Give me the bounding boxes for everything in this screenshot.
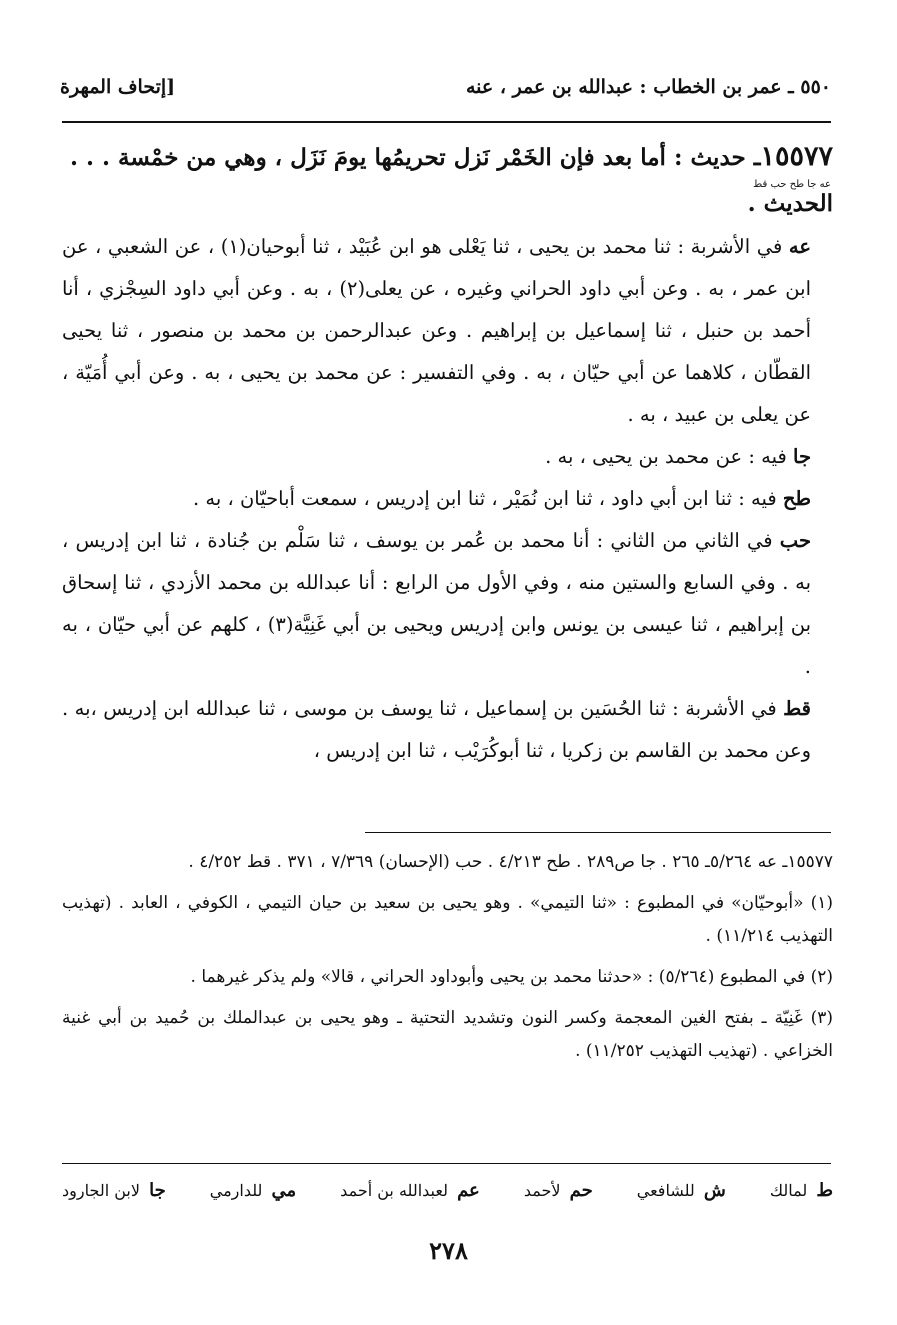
isnad-paragraph [62, 478, 833, 520]
legend-value: لمالك [769, 1180, 808, 1200]
legend-item [62, 1180, 166, 1201]
isnad-paragraph [62, 520, 833, 688]
footnote-1: (١) «أبوحيّان» في المطبوع : «ثنا التيمي» . وهو يحيى بن سعيد بن حيان التيمي ، الكوفي ، العابد . (تهذيب التهذيب ١١/٢١٤) . [62, 893, 833, 946]
source-siglum: عه [788, 235, 811, 258]
legend-item [524, 1180, 593, 1201]
footnotes [62, 846, 833, 1076]
header-divider [62, 121, 831, 123]
paragraph-text: في الثاني من الثاني : أنا محمد بن عُمر بن يوسف ، ثنا سَلْم بن جُنادة ، ثنا ابن إدريس ، به . وفي السابع والستين منه ، وفي الأول من الرابع : أنا عبدالله بن محمد الأزدي ، ثنا إسحاق بن إبراهيم ، ثنا عيسى بن يونس وابن إدريس ويحيى بن أبي غَنِيَّة(٣) ، كلهم عن أبي حيّان ، به . [62, 529, 811, 678]
hadith-text: ـ حديث : أما بعد فإن الخَمْر نَزل تحريمُها يومَ نَزَل ، وهي من خمْسة . . . [70, 144, 761, 171]
isnad-paragraph [62, 688, 833, 772]
hadith-heading [62, 140, 833, 190]
running-header [60, 70, 831, 104]
hadith-sigla: عه جا طح حب قط [753, 179, 831, 190]
legend-value: للدارمي [209, 1180, 263, 1200]
isnad-body [62, 226, 833, 772]
header-book-name: [إتحاف المهرة [60, 76, 176, 98]
paragraph-text: فيه : عن محمد بن يحيى ، به . [545, 445, 793, 468]
footnote-3: (٣) غَنِيّة ـ بفتح الغين المعجمة وكسر النون وتشديد التحتية ـ وهو يحيى بن عبدالملك بن حُميد بن أبي غنية الخزاعي . (تهذيب التهذيب ١١/٢٥٢) . [62, 1008, 833, 1061]
legend-key: جا [149, 1179, 166, 1201]
source-siglum: طح [782, 487, 811, 510]
legend-item [637, 1180, 726, 1201]
isnad-paragraph [62, 226, 833, 436]
legend-key: ش [703, 1179, 726, 1201]
source-siglum: جا [793, 445, 811, 468]
page-number: ٢٧٨ [429, 1236, 468, 1265]
legend-item [770, 1180, 833, 1201]
footnote-divider [365, 832, 831, 833]
footnote-sources: ١٥٥٧٧ـ عه ٥/٢٦٤ـ ٢٦٥ . جا ص٢٨٩ . طح ٤/٢١٣ . حب (الإحسان) ٧/٣٦٩ ، ٣٧١ . قط ٤/٢٥٢ . [188, 852, 833, 872]
footnote-2: (٢) في المطبوع (٥/٢٦٤) : «حدثنا محمد بن يحيى وأبوداود الحراني ، قالا» ولم يذكر غيرهما . [190, 967, 833, 987]
hadith-number: ١٥٥٧٧ [760, 141, 833, 172]
legend-key: حم [569, 1179, 593, 1201]
legend-value: لعبدالله بن أحمد [340, 1180, 448, 1200]
hadith-tail: الحديث . [747, 190, 833, 217]
legend-item [210, 1180, 296, 1201]
legend-value: للشافعي [636, 1180, 695, 1200]
legend-key: عم [457, 1179, 480, 1201]
legend-key: ط [816, 1179, 833, 1201]
source-siglum: قط [783, 697, 811, 720]
legend-divider [62, 1163, 831, 1164]
isnad-paragraph [62, 436, 833, 478]
source-siglum: حب [779, 529, 811, 552]
sigla-legend [62, 1170, 833, 1210]
header-title: ٥٥٠ ـ عمر بن الخطاب : عبدالله بن عمر ، عنه [465, 76, 831, 98]
legend-value: لأحمد [523, 1180, 561, 1200]
legend-value: لابن الجارود [62, 1180, 140, 1200]
paragraph-text: في الأشربة : ثنا الحُسَين بن إسماعيل ، ثنا يوسف بن موسى ، ثنا عبدالله ابن إدريس ،به . وعن محمد بن القاسم بن زكريا ، ثنا أبوكُرَيْب ، ثنا ابن إدريس ، [62, 697, 811, 762]
legend-item [340, 1180, 480, 1201]
paragraph-text: فيه : ثنا ابن أبي داود ، ثنا ابن نُمَيْر ، ثنا ابن إدريس ، سمعت أباحيّان ، به . [193, 487, 783, 510]
paragraph-text: في الأشربة : ثنا محمد بن يحيى ، ثنا يَعْلى هو ابن عُبَيْد ، ثنا أبوحيان(١) ، عن الشعبي ، عن ابن عمر ، به . وعن أبي داود الحراني وغيره ، عن يعلى(٢) ، به . وعن أبي داود السِجْزي ، أنا أحمد بن حنبل ، ثنا إسماعيل بن إبراهيم . وعن عبدالرحمن بن محمد بن منصور ، ثنا يحيى القطّان ، كلاهما عن أبي حيّان ، به . وفي التفسير : عن محمد بن يحيى ، به . وعن أبي أُمَيّة ، عن يعلى بن عبيد ، به . [62, 235, 811, 426]
legend-key: مي [271, 1179, 297, 1201]
